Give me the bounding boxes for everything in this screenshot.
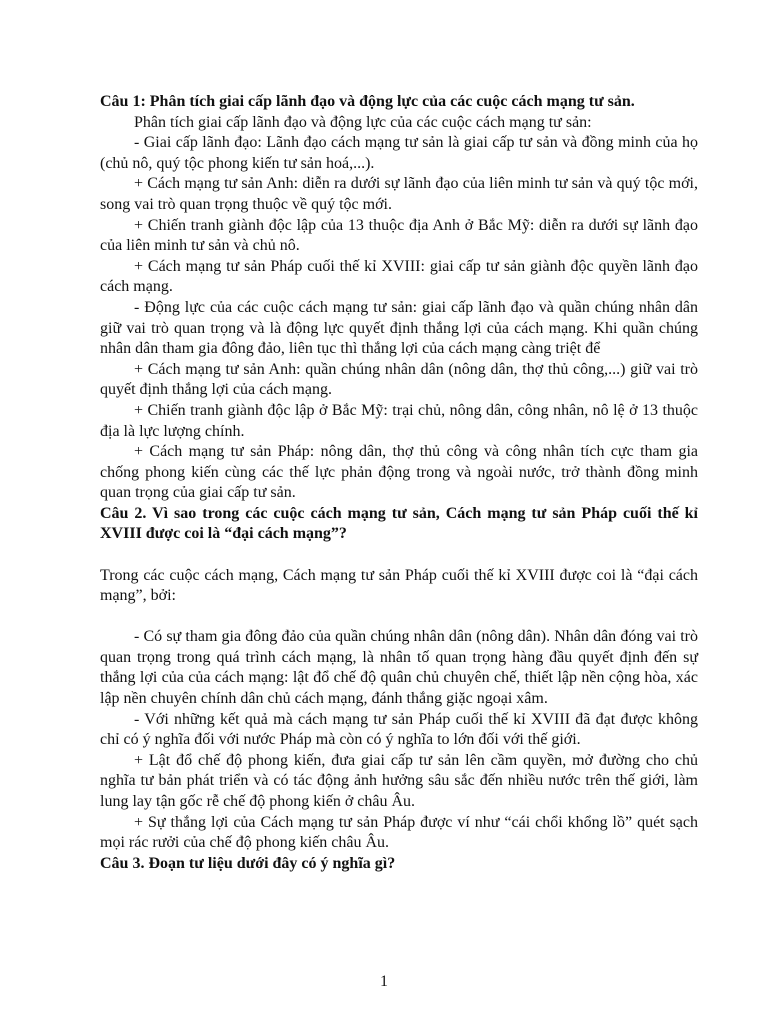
question-1-heading: Câu 1: Phân tích giai cấp lãnh đạo và động lực của các cuộc cách mạng tư sản.	[100, 93, 635, 110]
q1-paragraph: + Cách mạng tư sản Anh: quần chúng nhân dân (nông dân, thợ thủ công,...) giữ vai trò quyết định thắng lợi của cách mạng.	[100, 360, 698, 399]
page-number: 1	[380, 973, 388, 990]
q1-paragraph: - Động lực của các cuộc cách mạng tư sản: giai cấp lãnh đạo và quần chúng nhân dân giữ vai trò quan trọng và là động lực quyết định thắng lợi của cách mạng. Khi quần chúng nhân dân tham gia đông đảo, liên tục thì thắng lợi của cách mạng càng triệt để	[100, 298, 698, 358]
q2-paragraph: + Lật đổ chế độ phong kiến, đưa giai cấp tư sản lên cầm quyền, mở đường cho chủ nghĩa tư bản phát triển và có tác động ảnh hưởng sâu sắc đến nhiều nước trên thế giới, làm lung lay tận gốc rễ chế độ phong kiến ở châu Âu.	[100, 751, 698, 810]
q2-paragraph: - Có sự tham gia đông đảo của quần chúng nhân dân (nông dân). Nhân dân đóng vai trò quan trọng trong quá trình cách mạng, là nhân tố quan trọng hàng đầu quyết định đến sự thắng lợi của của cách mạng: lật đổ chế độ quân chủ chuyên chế, thiết lập nền cộng hòa, xác lập nền chuyên chính dân chủ cách mạng, đánh thắng giặc ngoại xâm.	[100, 628, 698, 708]
question-2-heading: Câu 2. Vì sao trong các cuộc cách mạng tư sản, Cách mạng tư sản Pháp cuối thế kỉ XVIII được coi là “đại cách mạng”?	[100, 504, 698, 543]
q1-paragraph: + Cách mạng tư sản Anh: diễn ra dưới sự lãnh đạo của liên minh tư sản và quý tộc mới, song vai trò quan trọng thuộc về quý tộc mới.	[100, 175, 698, 213]
blank-line	[100, 607, 698, 628]
q1-paragraph: Phân tích giai cấp lãnh đạo và động lực của các cuộc cách mạng tư sản:	[134, 113, 592, 131]
blank-line	[100, 545, 698, 566]
q1-paragraph: + Cách mạng tư sản Pháp: nông dân, thợ thủ công và công nhân tích cực tham gia chống phong kiến cùng các thế lực phản động trong và ngoài nước, trở thành đồng minh quan trọng của giai cấp tư sản.	[100, 443, 698, 502]
question-3-heading: Câu 3. Đoạn tư liệu dưới đây có ý nghĩa gì?	[100, 854, 396, 872]
q2-paragraph: - Với những kết quả mà cách mạng tư sản Pháp cuối thế kỉ XVIII đã đạt được không chỉ có ý nghĩa đối với nước Pháp mà còn có ý nghĩa to lớn đối với thế giới.	[100, 710, 698, 749]
q1-paragraph: + Chiến tranh giành độc lập ở Bắc Mỹ: trại chủ, nông dân, công nhân, nô lệ ở 13 thuộc địa là lực lượng chính.	[100, 401, 698, 440]
q1-paragraph: + Cách mạng tư sản Pháp cuối thế kỉ XVIII: giai cấp tư sản giành độc quyền lãnh đạo cách mạng.	[100, 257, 698, 296]
q1-paragraph: - Giai cấp lãnh đạo: Lãnh đạo cách mạng tư sản là giai cấp tư sản và đồng minh của họ (chủ nô, quý tộc phong kiến tư sản hoá,...).	[100, 134, 698, 172]
document-page	[100, 92, 698, 874]
q2-paragraph: + Sự thắng lợi của Cách mạng tư sản Pháp được ví như “cái chổi khổng lồ” quét sạch mọi rác rưởi của chế độ phong kiến châu Âu.	[100, 813, 698, 852]
q1-paragraph: + Chiến tranh giành độc lập của 13 thuộc địa Anh ở Bắc Mỹ: diễn ra dưới sự lãnh đạo của liên minh tư sản và chủ nô.	[100, 216, 698, 255]
q2-intro: Trong các cuộc cách mạng, Cách mạng tư sản Pháp cuối thế kỉ XVIII được coi là “đại cách mạng”, bởi:	[100, 566, 698, 605]
